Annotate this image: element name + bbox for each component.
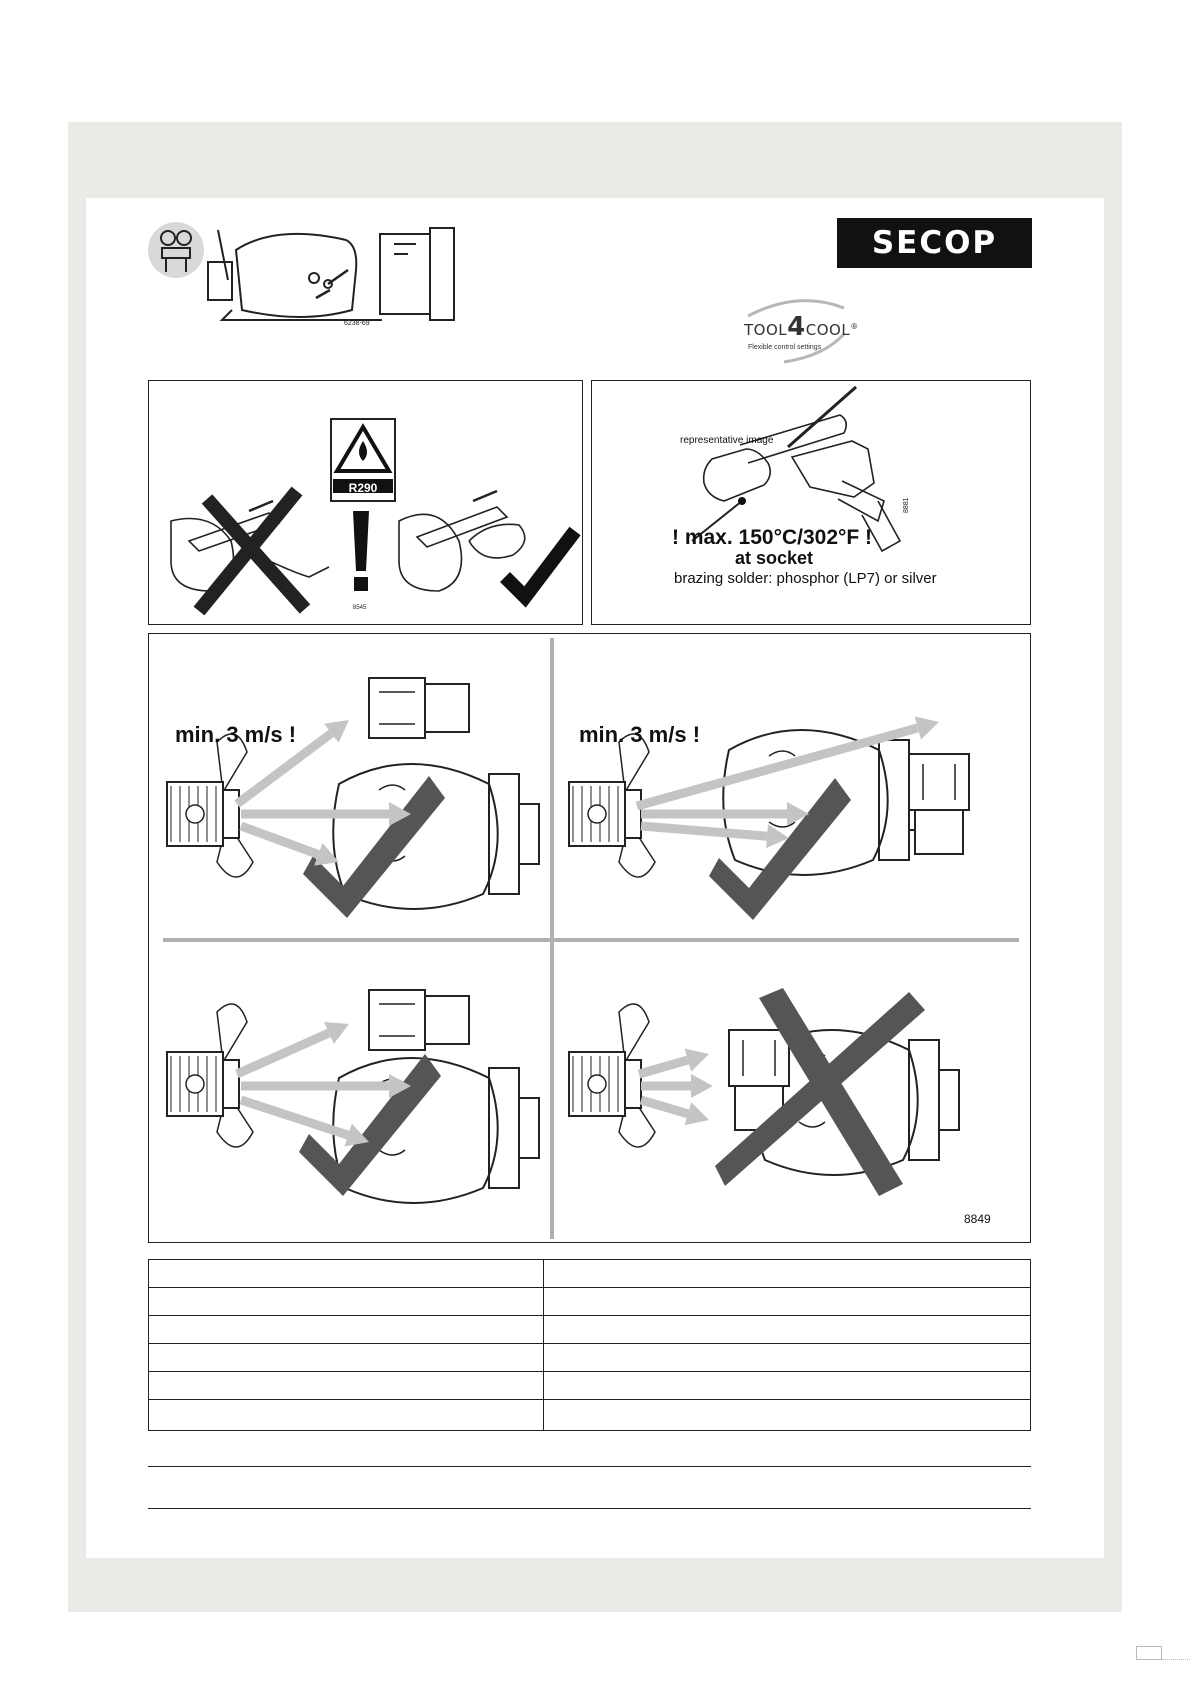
secop-logo-text: SECOP (871, 225, 998, 261)
at-socket-label: at socket (735, 548, 814, 568)
compressor-icon (208, 230, 382, 320)
control-box-icon (369, 990, 469, 1050)
footer-rule-bottom (148, 1508, 1031, 1509)
airflow-panel (148, 633, 1031, 1243)
airflow-arrow (639, 1049, 709, 1074)
airflow-speed-top-right: min. 3 m/s ! (579, 722, 701, 747)
control-box-icon (380, 228, 454, 320)
max-temperature-warning: ! max. 150°C/302°F ! (672, 526, 873, 549)
tool4cool-registered: ® (850, 322, 859, 331)
airflow-quadrant-bottom-left (167, 990, 539, 1203)
check-icon (505, 531, 575, 597)
header-figure-code: 6238-69 (344, 320, 370, 327)
r290-figure-code: 8545 (353, 605, 367, 611)
tool4cool-word-left: TOOL (744, 321, 788, 339)
tool4cool-logo (744, 296, 859, 368)
page-number-dots (1162, 1659, 1190, 1660)
brazing-panel (591, 380, 1031, 625)
tool4cool-tagline: Flexible control settings (748, 344, 822, 351)
airflow-arrow (241, 826, 339, 866)
airflow-arrow (237, 1022, 349, 1074)
control-box-icon (369, 678, 469, 738)
table-row (149, 1399, 1030, 1400)
exclamation-icon (353, 511, 369, 591)
table-row (149, 1371, 1030, 1372)
specification-table (148, 1259, 1031, 1431)
table-row (149, 1315, 1030, 1316)
brazing-figure-code: 8881 (903, 497, 910, 513)
page-number-box (1136, 1646, 1162, 1660)
pipe-cutting-illustration (149, 381, 581, 623)
control-box-icon (909, 754, 969, 854)
gauge-icon (148, 222, 204, 278)
table-row (149, 1287, 1030, 1288)
footer-rule-top (148, 1466, 1031, 1467)
airflow-quadrant-top-left (167, 678, 539, 918)
airflow-figure-code: 8849 (964, 1212, 991, 1226)
brazing-solder-note: brazing solder: phosphor (LP7) or silver (674, 570, 937, 587)
tool4cool-digit: 4 (787, 312, 806, 342)
r290-warning-panel (148, 380, 583, 625)
airflow-speed-top-left: min. 3 m/s ! (175, 722, 297, 747)
secop-logo (837, 218, 1032, 268)
representative-image-caption: representative image (680, 435, 774, 446)
tool4cool-word-right: COOL (805, 321, 851, 339)
airflow-arrow (641, 1100, 709, 1125)
header-compressor-figure (148, 210, 468, 335)
table-row (149, 1343, 1030, 1344)
r290-label: R290 (348, 481, 378, 495)
airflow-arrow (641, 1074, 713, 1098)
